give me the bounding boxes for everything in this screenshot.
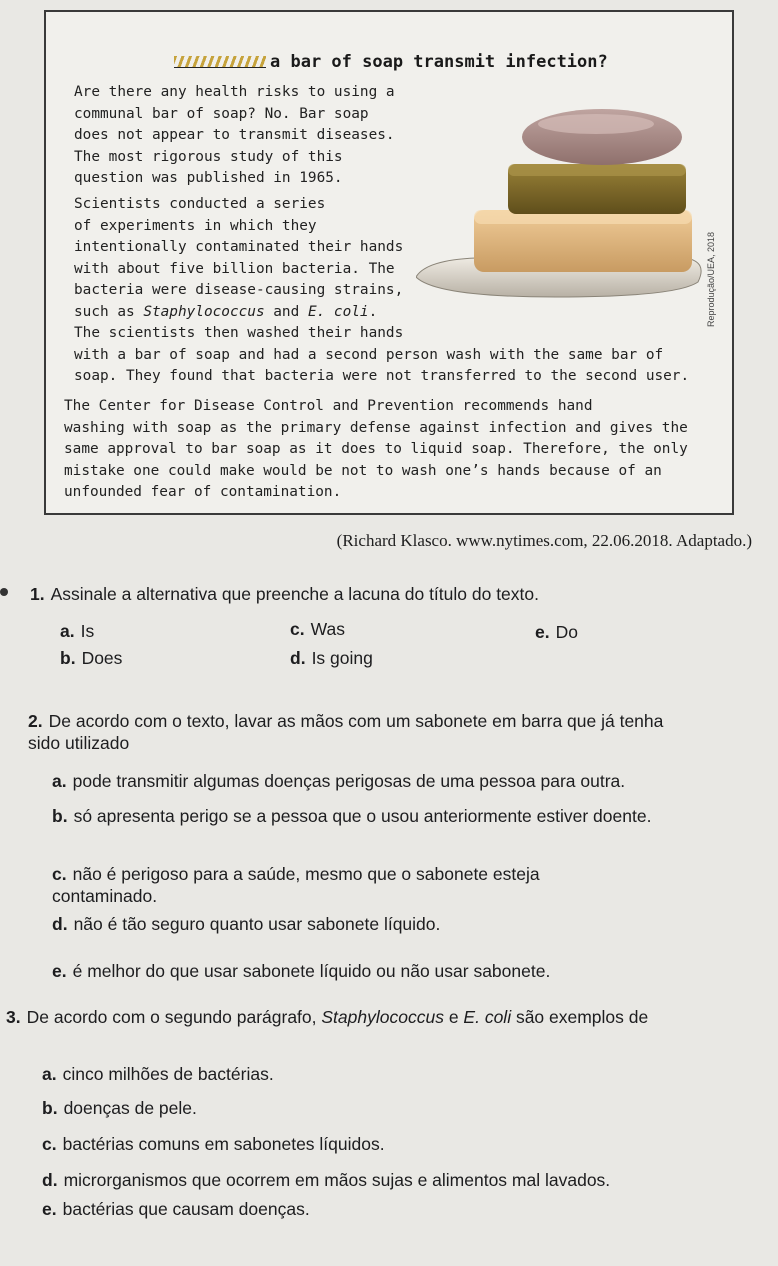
question-2-text: De acordo com o texto, lavar as mãos com um sabonete em barra que já tenha sido utilizado — [28, 711, 664, 753]
question-3-text-before: De acordo com o segundo parágrafo, — [26, 1007, 322, 1027]
question-3-species-2: E. coli — [463, 1007, 512, 1027]
paragraph-2-and: and — [264, 303, 308, 320]
q3-option-d-text: microrganismos que ocorrem em mãos sujas e alimentos mal lavados. — [63, 1170, 611, 1190]
question-2-number: 2. — [28, 711, 43, 731]
q2-option-e-letter: e. — [52, 961, 67, 981]
q3-option-a-text: cinco milhões de bactérias. — [62, 1064, 274, 1084]
paragraph-2-part-a: Scientists conducted a series of experiments in which they intentionally contaminated their hands with about five billion bacteria. The bacteria were disease-causing strains, — [74, 196, 404, 298]
q2-option-d[interactable] — [52, 913, 440, 935]
question-1-number: 1. — [30, 584, 45, 604]
q2-option-d-letter: d. — [52, 914, 68, 934]
q1-option-a-text: Is — [80, 621, 95, 641]
question-3-text-mid: e — [443, 1007, 464, 1027]
question-1-text: Assinale a alternativa que preenche a lacuna do título do texto. — [50, 584, 539, 604]
source-citation: (Richard Klasco. www.nytimes.com, 22.06.2018. Adaptado.) — [336, 531, 752, 550]
q3-option-e-text: bactérias que causam doenças. — [62, 1199, 310, 1219]
q2-option-c-text: não é perigoso para a saúde, mesmo que o sabonete esteja contaminado. — [52, 864, 540, 906]
q2-option-a-text: pode transmitir algumas doenças perigosas de uma pessoa para outra. — [72, 771, 626, 791]
q2-option-a-letter: a. — [52, 771, 67, 791]
q2-option-b-text: só apresenta perigo se a pessoa que o usou anteriormente estiver doente. — [73, 806, 652, 826]
q1-option-e[interactable] — [535, 621, 578, 643]
q2-option-b[interactable] — [52, 805, 692, 827]
q3-option-c-letter: c. — [42, 1134, 57, 1154]
paragraph-2-part-b: such as — [74, 303, 144, 320]
q3-option-b[interactable] — [42, 1097, 197, 1119]
q3-option-a-letter: a. — [42, 1064, 57, 1084]
q3-option-c[interactable] — [42, 1133, 385, 1155]
q1-option-a-letter: a. — [60, 621, 75, 641]
q2-option-d-text: não é tão seguro quanto usar sabonete líquido. — [73, 914, 441, 934]
q1-option-a[interactable] — [60, 620, 94, 642]
article-title-text: a bar of soap transmit infection? — [270, 52, 608, 72]
q3-option-b-text: doenças de pele. — [63, 1098, 197, 1118]
bullet-marker — [0, 588, 8, 596]
q2-option-e-text: é melhor do que usar sabonete líquido ou não usar sabonete. — [72, 961, 551, 981]
species-staphylococcus: Staphylococcus — [143, 303, 265, 320]
q3-option-a[interactable] — [42, 1063, 274, 1085]
q2-option-c[interactable] — [52, 863, 632, 907]
q3-option-d[interactable] — [42, 1169, 610, 1191]
q3-option-d-letter: d. — [42, 1170, 58, 1190]
title-blank — [174, 56, 266, 68]
soap-stack-illustration — [416, 92, 706, 312]
question-3-species-1: Staphylococcus — [321, 1007, 444, 1027]
article-title — [174, 52, 608, 72]
q1-option-d[interactable] — [290, 647, 373, 669]
q2-option-a[interactable] — [52, 770, 625, 792]
image-credit: Reprodução/UEA, 2018 — [706, 231, 716, 327]
q1-option-b[interactable] — [60, 647, 122, 669]
q1-option-e-text: Do — [555, 622, 578, 642]
paragraph-1: Are there any health risks to using a communal bar of soap? No. Bar soap does not appear to transmit diseases. The most rigorous study of this question was published in 1965. — [74, 84, 395, 186]
question-1 — [30, 583, 750, 605]
q1-option-c[interactable] — [290, 618, 345, 640]
q2-option-b-letter: b. — [52, 806, 68, 826]
q3-option-b-letter: b. — [42, 1098, 58, 1118]
paragraph-2-part-c: . The scientists then washed their hands with a bar of soap and had a second person wash with the same bar of soap. They found that bacteria were not transferred to the second user. — [74, 303, 690, 384]
question-3-number: 3. — [6, 1007, 21, 1027]
q1-option-c-text: Was — [310, 619, 345, 639]
question-3 — [6, 1006, 748, 1028]
article-box — [44, 10, 734, 515]
q2-option-c-letter: c. — [52, 864, 67, 884]
q1-option-b-text: Does — [81, 648, 123, 668]
q3-option-e-letter: e. — [42, 1199, 57, 1219]
question-3-text-after: são exemplos de — [511, 1007, 649, 1027]
q1-option-d-letter: d. — [290, 648, 306, 668]
q1-option-b-letter: b. — [60, 648, 76, 668]
paragraph-3: The Center for Disease Control and Prevention recommends hand washing with soap as the primary defense against infection and gives the same approval to bar soap as it does to liquid soap. Therefore, the only mistake one could make would be not to wash one’s hands because of an unfounded fear of contamination. — [64, 398, 688, 500]
question-2 — [28, 710, 678, 754]
species-ecoli: E. coli — [307, 303, 369, 320]
q3-option-c-text: bactérias comuns em sabonetes líquidos. — [62, 1134, 385, 1154]
q1-option-c-letter: c. — [290, 619, 305, 639]
q1-option-e-letter: e. — [535, 622, 550, 642]
q3-option-e[interactable] — [42, 1198, 310, 1220]
q1-option-d-text: Is going — [311, 648, 373, 668]
q2-option-e[interactable] — [52, 960, 550, 982]
